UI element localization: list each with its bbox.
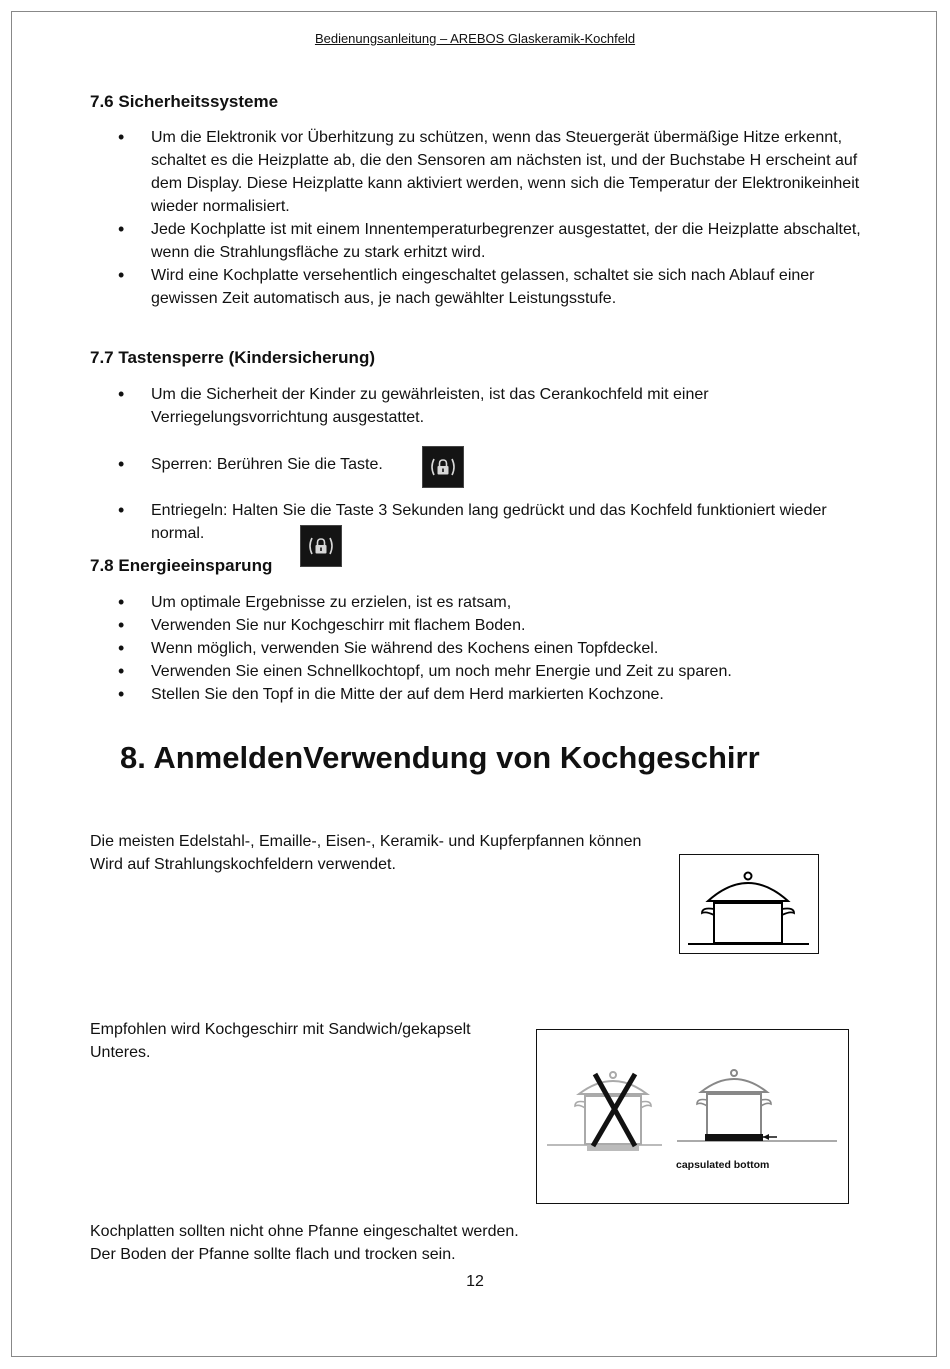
pot-icon	[680, 855, 817, 952]
list-7-7-a	[90, 383, 730, 429]
paragraph-cookware-2	[90, 1018, 471, 1064]
text-line: Empfohlen wird Kochgeschirr mit Sandwich/gekapselt	[90, 1021, 471, 1038]
text-line: Wird auf Strahlungskochfeldern verwendet.	[90, 856, 396, 873]
list-7-8	[90, 591, 880, 706]
list-item: • Verwenden Sie nur Kochgeschirr mit flachem Boden.	[90, 614, 880, 637]
list-7-7-c	[90, 499, 850, 545]
paragraph-cookware-3	[90, 1220, 519, 1266]
list-item: • Jede Kochplatte ist mit einem Innentemperaturbegrenzer ausgestattet, der die Heizplatte abschaltet, wenn die Strahlungsfläche zu stark erhitzt wird.	[90, 218, 880, 264]
text-line: Die meisten Edelstahl-, Emaille-, Eisen-, Keramik- und Kupferpfannen können	[90, 833, 642, 850]
page-number: 12	[466, 1273, 484, 1290]
lock-icon	[300, 525, 342, 567]
list-item: • Wird eine Kochplatte versehentlich eingeschaltet gelassen, schaltet sie sich nach Ablauf einer gewissen Zeit automatisch aus, je nach gewählter Leistungsstufe.	[90, 264, 880, 310]
list-item: • Um die Sicherheit der Kinder zu gewährleisten, ist das Cerankochfeld mit einer Verriegelungsvorrichtung ausgestattet.	[90, 383, 730, 429]
capsulated-bottom-figure	[536, 1029, 849, 1204]
paragraph-cookware-1	[90, 830, 641, 876]
page-header: Bedienungsanleitung – AREBOS Glaskeramik-Kochfeld	[314, 31, 636, 46]
pot-figure	[679, 854, 819, 954]
list-item: • Verwenden Sie einen Schnellkochtopf, um noch mehr Energie und Zeit zu sparen.	[90, 660, 880, 683]
list-7-6	[90, 126, 880, 310]
heading-7-7: 7.7 Tastensperre (Kindersicherung)	[90, 348, 375, 367]
list-item: • Wenn möglich, verwenden Sie während des Kochens einen Topfdeckel.	[90, 637, 880, 660]
heading-7-8: 7.8 Energieeinsparung	[90, 556, 273, 575]
text-line: Der Boden der Pfanne sollte flach und trocken sein.	[90, 1246, 456, 1263]
heading-7-6: 7.6 Sicherheitssysteme	[90, 92, 279, 111]
text-line: Kochplatten sollten nicht ohne Pfanne eingeschaltet werden.	[90, 1223, 519, 1240]
list-item: • Stellen Sie den Topf in die Mitte der auf dem Herd markierten Kochzone.	[90, 683, 880, 706]
list-item: • Um die Elektronik vor Überhitzung zu schützen, wenn das Steuergerät übermäßige Hitze erkennt, schaltet es die Heizplatte ab, die den Sensoren am nächsten ist, und der Buchstabe H erscheint auf dem Display. Diese Heizplatte kann aktiviert werden, wenn sich die Temperatur der Elektronikeinheit wieder normalisiert.	[90, 126, 880, 218]
list-item: • Entriegeln: Halten Sie die Taste 3 Sekunden lang gedrückt und das Kochfeld funktioniert wieder normal.	[90, 499, 850, 545]
text-line: Unteres.	[90, 1044, 151, 1061]
list-item: • Um optimale Ergebnisse zu erzielen, ist es ratsam,	[90, 591, 880, 614]
figure-label: capsulated bottom	[676, 1159, 770, 1171]
heading-8: 8. AnmeldenVerwendung von Kochgeschirr	[120, 740, 760, 775]
list-item: • Sperren: Berühren Sie die Taste.	[90, 453, 490, 476]
lock-icon	[422, 446, 464, 488]
